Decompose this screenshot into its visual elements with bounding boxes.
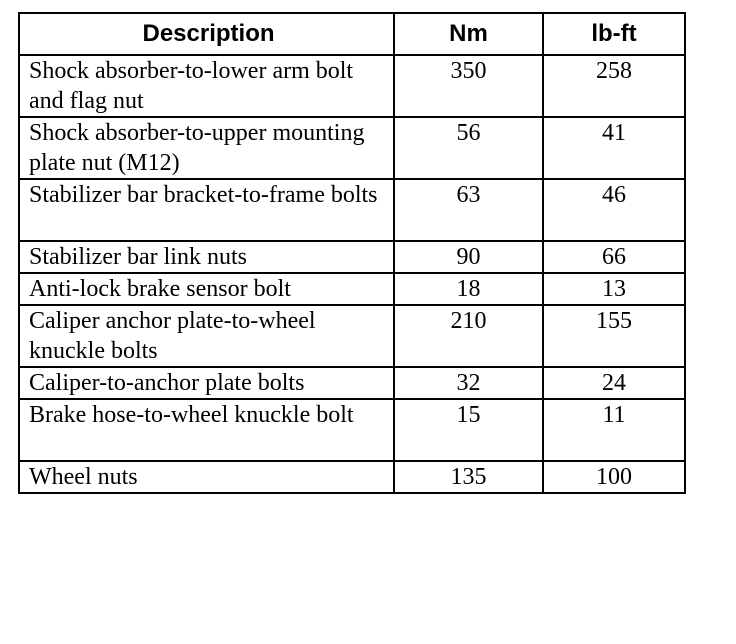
cell-lbft: 46 <box>543 179 685 241</box>
table-row <box>19 367 685 399</box>
cell-description: Caliper anchor plate-to-wheel knuckle bolts <box>19 305 394 367</box>
column-header-description: Description <box>19 13 394 55</box>
cell-nm: 90 <box>394 241 543 273</box>
table-header-row <box>19 13 685 55</box>
column-header-nm: Nm <box>394 13 543 55</box>
cell-description: Shock absorber-to-upper mounting plate nut (M12) <box>19 117 394 179</box>
table-row <box>19 241 685 273</box>
cell-description: Caliper-to-anchor plate bolts <box>19 367 394 399</box>
cell-nm: 350 <box>394 55 543 117</box>
cell-description: Wheel nuts <box>19 461 394 493</box>
cell-lbft: 100 <box>543 461 685 493</box>
cell-nm: 56 <box>394 117 543 179</box>
cell-description: Stabilizer bar bracket-to-frame bolts <box>19 179 394 241</box>
torque-spec-table <box>18 12 686 494</box>
cell-nm: 18 <box>394 273 543 305</box>
table-row <box>19 461 685 493</box>
table-row <box>19 273 685 305</box>
table-row <box>19 399 685 461</box>
cell-lbft: 41 <box>543 117 685 179</box>
cell-description: Shock absorber-to-lower arm bolt and flag nut <box>19 55 394 117</box>
cell-lbft: 11 <box>543 399 685 461</box>
cell-lbft: 155 <box>543 305 685 367</box>
cell-nm: 210 <box>394 305 543 367</box>
cell-nm: 135 <box>394 461 543 493</box>
column-header-lbft: lb-ft <box>543 13 685 55</box>
table-row <box>19 55 685 117</box>
cell-lbft: 66 <box>543 241 685 273</box>
table-row <box>19 117 685 179</box>
cell-nm: 63 <box>394 179 543 241</box>
table-row <box>19 305 685 367</box>
cell-nm: 32 <box>394 367 543 399</box>
cell-description: Anti-lock brake sensor bolt <box>19 273 394 305</box>
cell-lbft: 258 <box>543 55 685 117</box>
cell-description: Brake hose-to-wheel knuckle bolt <box>19 399 394 461</box>
cell-lbft: 13 <box>543 273 685 305</box>
cell-description: Stabilizer bar link nuts <box>19 241 394 273</box>
cell-nm: 15 <box>394 399 543 461</box>
cell-lbft: 24 <box>543 367 685 399</box>
table-row <box>19 179 685 241</box>
